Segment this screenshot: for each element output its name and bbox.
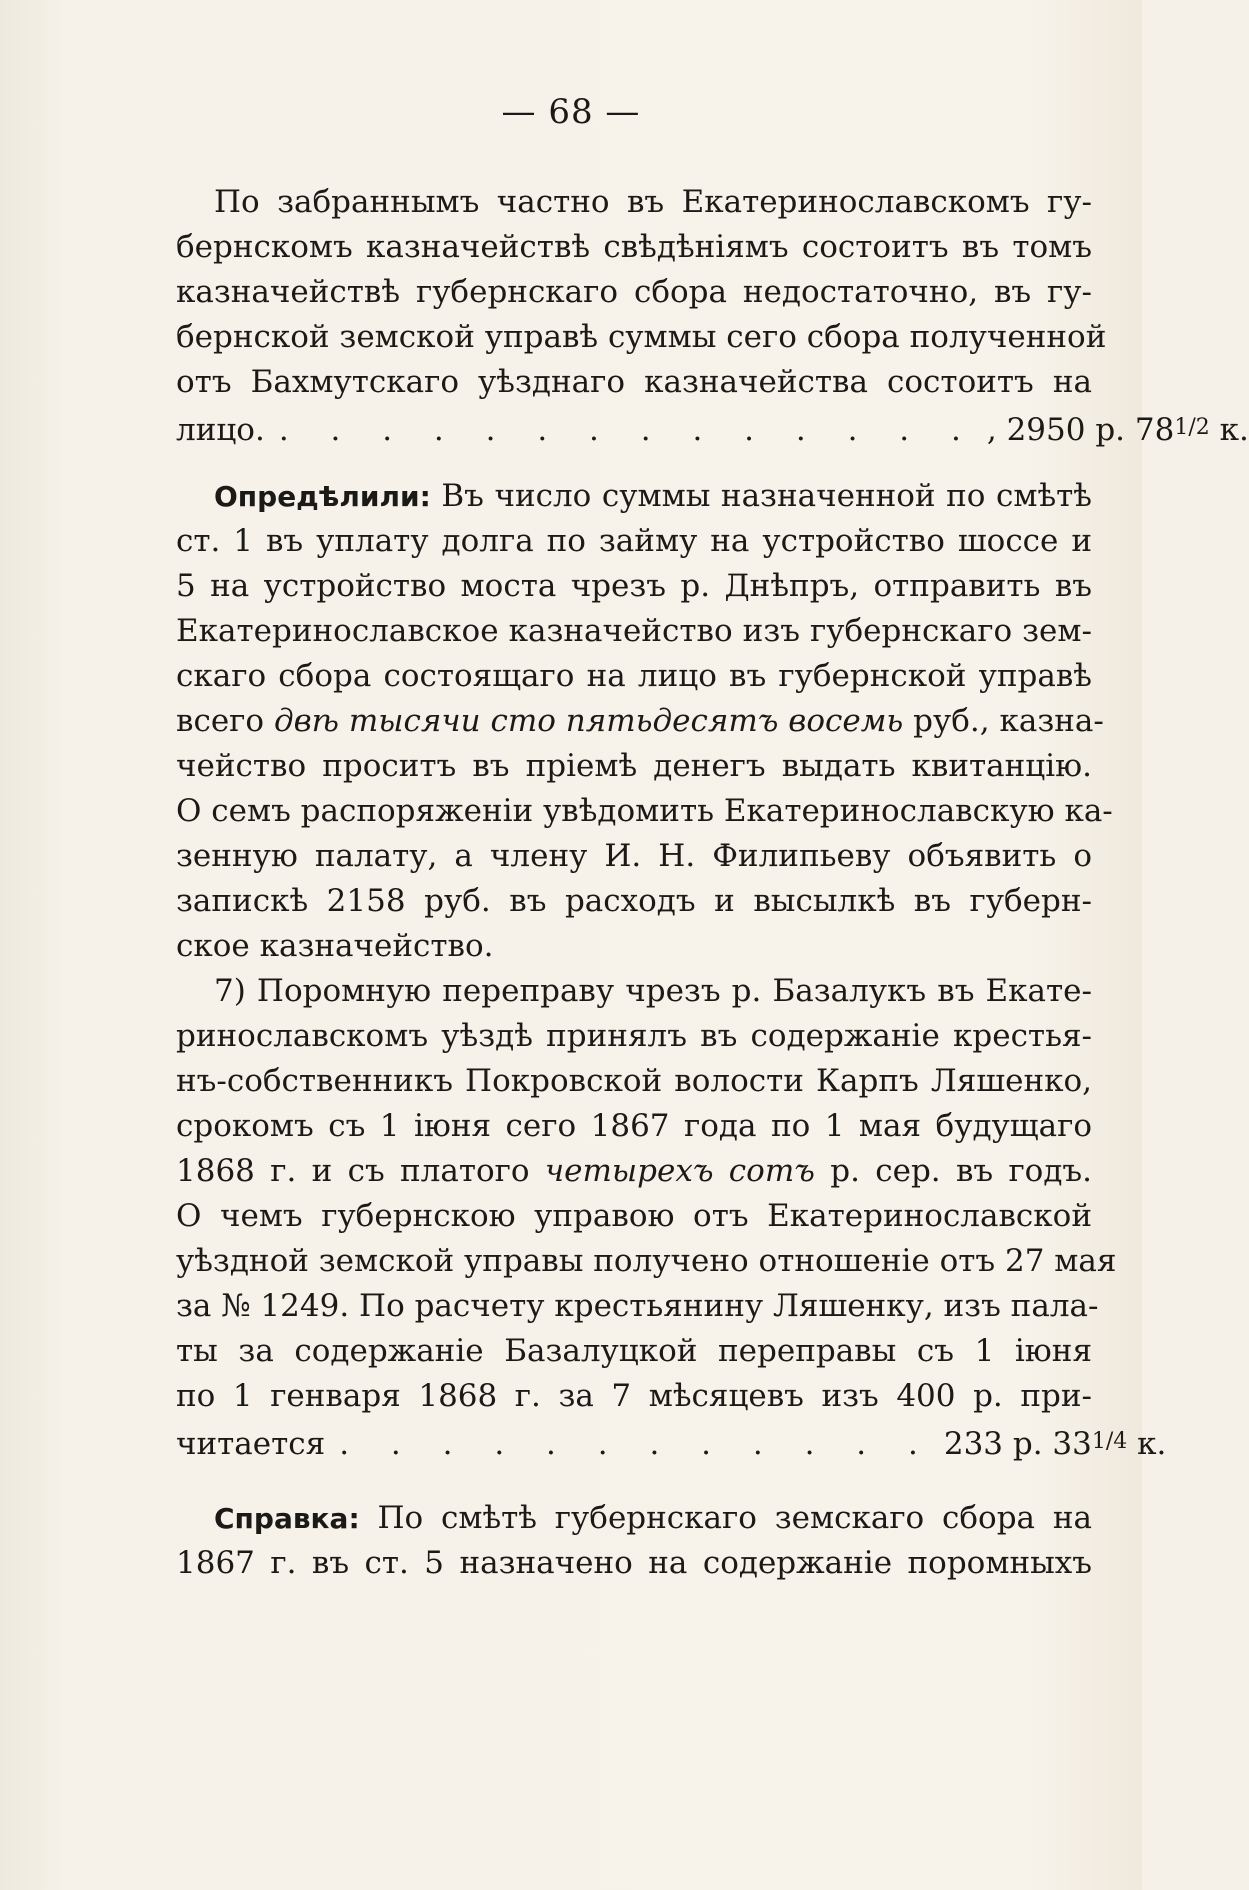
text-segment: Въ число суммы назначенной по смѣтѣ (441, 478, 1093, 514)
text-line: чейство проситъ въ пріемѣ денегъ выдать квитанцію. (176, 748, 1092, 784)
text-line (176, 1149, 1092, 1194)
text-line: бернской земской управѣ суммы сего сбора полученной (176, 319, 1107, 355)
text-line (176, 1496, 1092, 1541)
amount-unit: к. (1127, 1426, 1167, 1462)
amount-main: , 2950 р. 78 (986, 412, 1175, 448)
italic-amount-words: двѣ тысячи сто пятьдесятъ восемь (273, 703, 904, 739)
text-segment: всего (176, 703, 265, 739)
amount-main: 233 р. 33 (943, 1426, 1092, 1462)
text-line: бернскомъ казначействѣ свѣдѣніямъ состоитъ въ томъ (176, 229, 1092, 265)
leader-label: лицо. (176, 412, 265, 448)
text-line: 7) Поромную переправу чрезъ р. Базалукъ въ Екате- (214, 973, 1092, 1009)
resolution-label: Опредѣлили: (214, 480, 431, 513)
leader-dots: . . . . . . . . . . . . (339, 1426, 934, 1462)
paragraph-reference (176, 1496, 1092, 1586)
text-segment: р. сер. въ годъ. (830, 1153, 1093, 1189)
amount-unit: к. (1209, 412, 1249, 448)
reference-label: Справка: (214, 1502, 360, 1535)
text-line (176, 474, 1092, 519)
text-line: 1867 г. въ ст. 5 назначено на содержаніе поромныхъ (176, 1545, 1092, 1581)
italic-amount-words: четырехъ сотъ (544, 1153, 815, 1189)
text-line: нъ-собственникъ Покровской волости Карпъ Ляшенко, (176, 1063, 1092, 1099)
text-line: срокомъ съ 1 іюня сего 1867 года по 1 мая будущаго (176, 1108, 1092, 1144)
text-line: запискѣ 2158 руб. въ расходъ и высылкѣ въ губерн- (176, 883, 1092, 919)
text-line: казначействѣ губернскаго сбора недостаточно, въ гу- (176, 274, 1092, 310)
leader-label: читается (176, 1426, 326, 1462)
amount-value (934, 1419, 1167, 1467)
text-line: зенную палату, а члену И. Н. Филипьеву объявить о (176, 838, 1092, 874)
text-line: ринославскомъ уѣздѣ принялъ въ содержаніе крестья- (176, 1018, 1092, 1054)
amount-line (176, 405, 1249, 450)
text-line: ты за содержаніе Базалуцкой переправы съ 1 іюня (176, 1333, 1092, 1369)
text-line: скаго сбора состоящаго на лицо въ губернской управѣ (176, 658, 1092, 694)
text-line: отъ Бахмутскаго уѣзднаго казначейства состоитъ на (176, 364, 1092, 400)
text-line: по 1 генваря 1868 г. за 7 мѣсяцевъ изъ 400 р. при- (176, 1378, 1092, 1414)
text-line: за № 1249. По расчету крестьянину Ляшенку, изъ пала- (176, 1288, 1099, 1324)
leader-dots: . . . . . . . . . . . . . . (278, 412, 977, 448)
text-line: ское казначейство. (176, 928, 494, 964)
amount-fraction: 1/4 (1091, 1429, 1128, 1454)
text-line: 5 на устройство моста чрезъ р. Днѣпръ, отправить въ (176, 568, 1092, 604)
text-line: Екатеринославское казначейство изъ губернскаго зем- (176, 613, 1092, 649)
amount-value (977, 405, 1249, 453)
text-line: По забраннымъ частно въ Екатеринославскомъ гу- (214, 184, 1092, 220)
text-line: О чемъ губернскою управою отъ Екатеринославской (176, 1198, 1092, 1234)
text-segment: По смѣтѣ губернскаго земскаго сбора на (377, 1500, 1092, 1536)
amount-fraction: 1/2 (1174, 415, 1210, 440)
paragraph-treasury-info (176, 180, 1249, 450)
amount-line (176, 1419, 1167, 1464)
text-segment: 1868 г. и съ платого (176, 1153, 530, 1189)
text-line: ст. 1 въ уплату долга по займу на устройство шоссе и (176, 523, 1092, 559)
paragraph-ferry-crossing (176, 969, 1167, 1464)
text-segment: руб., казна- (913, 703, 1104, 739)
text-line: уѣздной земской управы получено отношеніе отъ 27 мая (176, 1243, 1117, 1279)
paragraph-resolution (176, 474, 1113, 969)
text-line: О семъ распоряженіи увѣдомить Екатеринославскую ка- (176, 793, 1113, 829)
text-line (176, 699, 1104, 744)
page-number: — 68 — (501, 92, 641, 132)
